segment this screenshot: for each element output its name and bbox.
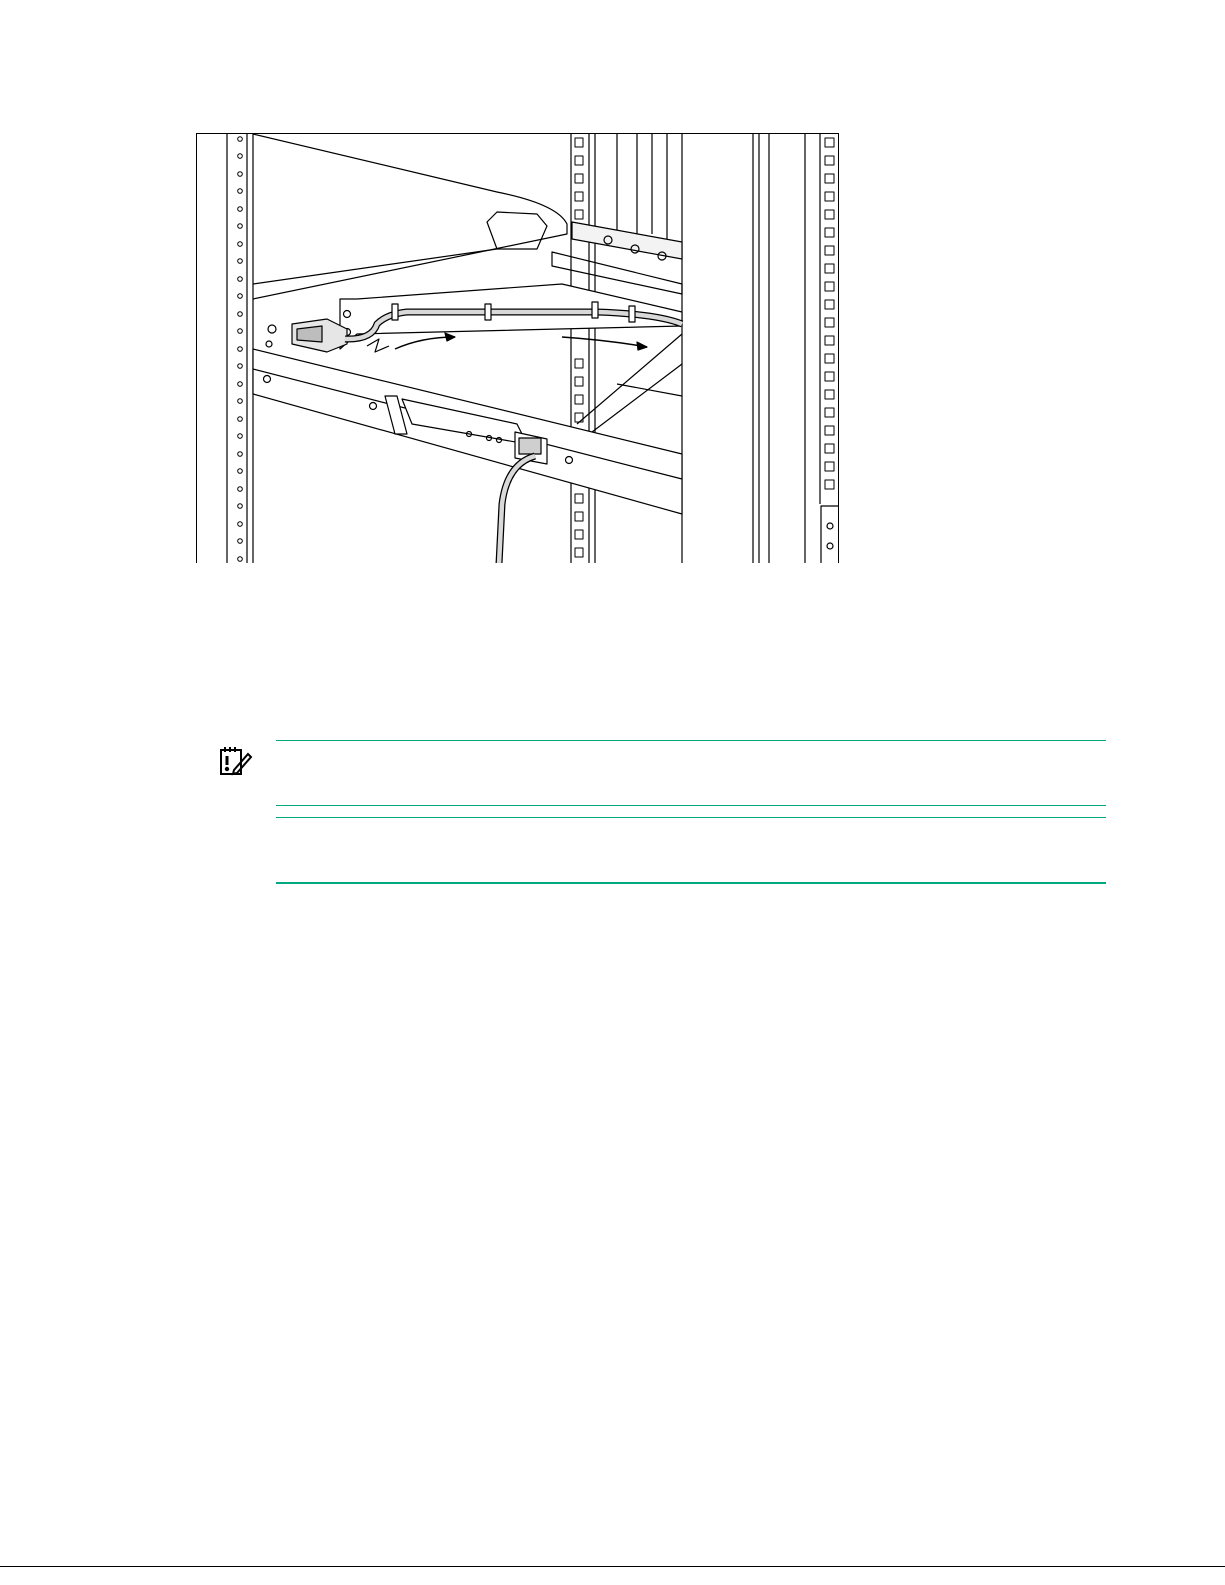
note-divider-rule <box>276 805 1106 806</box>
note-bottom-rule <box>276 882 1106 884</box>
rack-cable-illustration-svg <box>197 134 839 563</box>
note-divider-rule-2 <box>276 817 1106 818</box>
page-footer-rule <box>0 1566 1225 1567</box>
left-post-holes <box>238 137 243 562</box>
rack-illustration <box>196 133 839 563</box>
right-post-holes <box>825 138 834 489</box>
important-notepad-icon <box>218 744 254 780</box>
middle-post-holes <box>575 138 583 557</box>
note-top-rule <box>276 740 1106 741</box>
